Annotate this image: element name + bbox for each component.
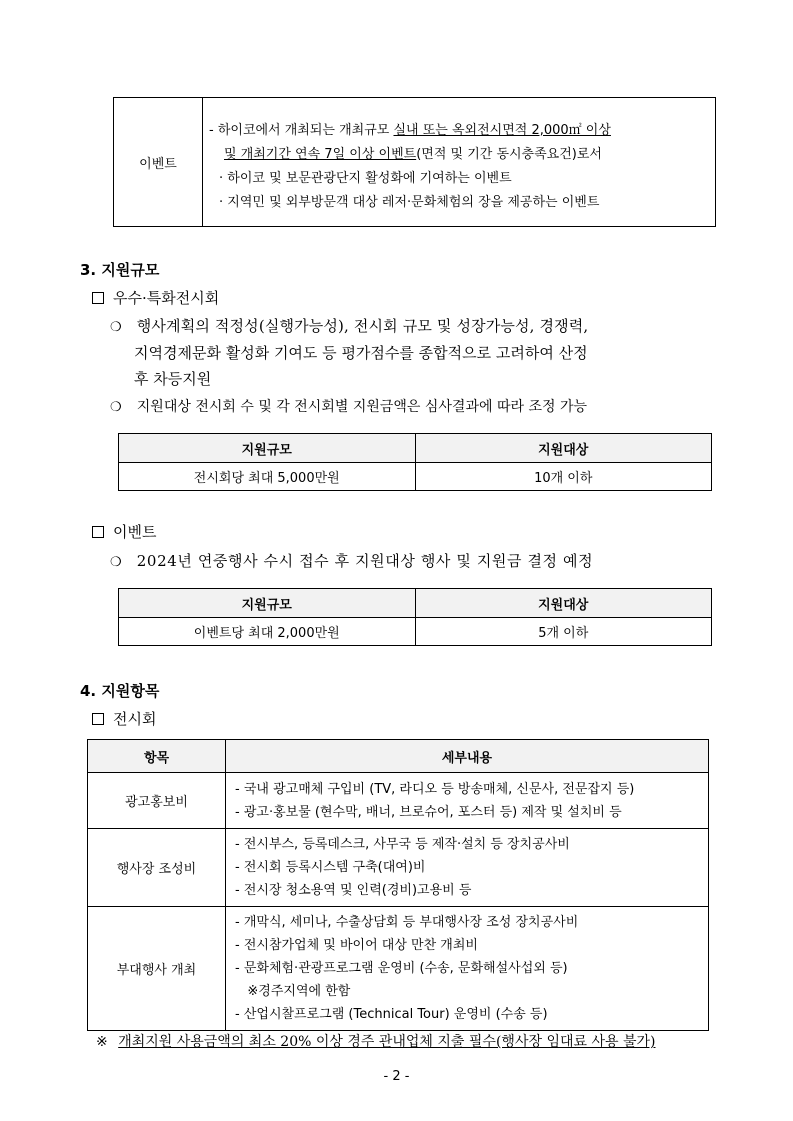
section4-sub1	[92, 708, 156, 729]
detail-line: - 국내 광고매체 구입비 (TV, 라디오 등 방송매체, 신문사, 전문잡지 등)	[235, 781, 635, 797]
detail-line: - 전시회 등록시스템 구축(대여)비	[235, 860, 426, 875]
detail-line: - 문화체험·관광프로그램 운영비 (수송, 문화해설사섭외 등)	[235, 961, 568, 976]
table-cell: 전시회당 최대 5,000만원	[119, 463, 416, 491]
footnote	[96, 1031, 655, 1051]
item-name: 부대행사 개최	[88, 907, 226, 1031]
detail-line: - 전시장 청소용역 및 인력(경비)고용비 등	[235, 883, 472, 898]
table-cell: 5개 이하	[415, 618, 712, 646]
item-name: 광고홍보비	[88, 773, 226, 829]
section3-sub1	[92, 287, 219, 308]
section4-sub1-label: 전시회	[113, 710, 157, 728]
event-line-2-underlined: 및 개최기간 연속 7일 이상 이벤트	[224, 147, 417, 162]
section3-sub1-bullet1-line3: 후 차등지원	[134, 370, 212, 388]
detail-line: - 전시참가업체 및 바이어 대상 만찬 개최비	[235, 938, 478, 953]
item-name: 행사장 조성비	[88, 829, 226, 907]
event-line-1-underlined: 실내 또는 옥외전시면적 2,000㎡ 이상	[393, 123, 611, 138]
section3-sub1-bullet2	[110, 396, 587, 416]
detail-line: ※경주지역에 한함	[235, 984, 351, 999]
table-header: 지원규모	[119, 589, 416, 618]
section4-title: 4. 지원항목	[80, 682, 160, 700]
event-line-1-text: - 하이코에서 개최되는 개최규모	[209, 123, 394, 138]
section3-title: 3. 지원규모	[80, 261, 160, 279]
detail-line: - 전시부스, 등록데스크, 사무국 등 제작·설치 등 장치공사비	[235, 837, 570, 852]
table-header: 지원대상	[415, 589, 712, 618]
event-line-2	[224, 143, 602, 162]
table-header: 항목	[88, 740, 226, 773]
section3-sub1-bullet1-line1	[110, 315, 588, 336]
section3-sub2	[92, 521, 156, 542]
section3-sub2-bullet1	[110, 550, 593, 571]
event-line-2-text: (면적 및 기간 동시충족요건)로서	[416, 147, 602, 162]
event-label: 이벤트	[114, 98, 203, 226]
support-scale-table-event	[118, 588, 712, 646]
detail-line: - 산업시찰프로그램 (Technical Tour) 운영비 (수송 등)	[235, 1007, 548, 1022]
support-items-table	[87, 739, 709, 1031]
item-details	[226, 773, 709, 829]
section3-sub1-label: 우수·특화전시회	[113, 289, 220, 307]
table-cell: 이벤트당 최대 2,000만원	[119, 618, 416, 646]
event-line-1	[209, 119, 611, 138]
bullet2-text: 지원대상 전시회 수 및 각 전시회별 지원금액은 심사결과에 따라 조정 가능	[136, 399, 588, 415]
checkbox-icon	[92, 526, 104, 538]
checkbox-icon	[92, 292, 104, 304]
table-header: 지원대상	[415, 434, 712, 463]
page-number: - 2 -	[383, 1069, 410, 1084]
item-details	[226, 907, 709, 1031]
item-details	[226, 829, 709, 907]
section3-sub1-bullet1-line2: 지역경제문화 활성화 기여도 등 평가점수를 종합적으로 고려하여 산정	[134, 344, 588, 362]
sub2-bullet-text: 2024년 연중행사 수시 접수 후 지원대상 행사 및 지원금 결정 예정	[136, 552, 594, 570]
circle-bullet-icon: ❍	[110, 555, 122, 570]
circle-bullet-icon: ❍	[110, 320, 122, 335]
table-header: 세부내용	[226, 740, 709, 773]
circle-bullet-icon: ❍	[110, 400, 122, 415]
table-header: 지원규모	[119, 434, 416, 463]
event-description	[203, 98, 715, 226]
section3-sub2-label: 이벤트	[113, 523, 157, 541]
reference-mark: ※	[96, 1034, 108, 1050]
footnote-text: 개최지원 사용금액의 최소 20% 이상 경주 관내업체 지출 필수(행사장 임대료 사용 불가)	[118, 1034, 656, 1050]
bullet1-text-1: 행사계획의 적정성(실행가능성), 전시회 규모 및 성장가능성, 경쟁력,	[136, 317, 589, 335]
detail-line: - 개막식, 세미나, 수출상담회 등 부대행사장 조성 장치공사비	[235, 915, 579, 930]
event-table	[113, 97, 716, 227]
event-line-3: · 하이코 및 보문관광단지 활성화에 기여하는 이벤트	[219, 171, 512, 186]
detail-line: - 광고·홍보물 (현수막, 배너, 브로슈어, 포스터 등) 제작 및 설치비 등	[235, 804, 622, 820]
checkbox-icon	[92, 713, 104, 725]
table-cell: 10개 이하	[415, 463, 712, 491]
support-scale-table-exhibition	[118, 433, 712, 491]
event-line-4: · 지역민 및 외부방문객 대상 레저·문화체험의 장을 제공하는 이벤트	[219, 195, 600, 210]
